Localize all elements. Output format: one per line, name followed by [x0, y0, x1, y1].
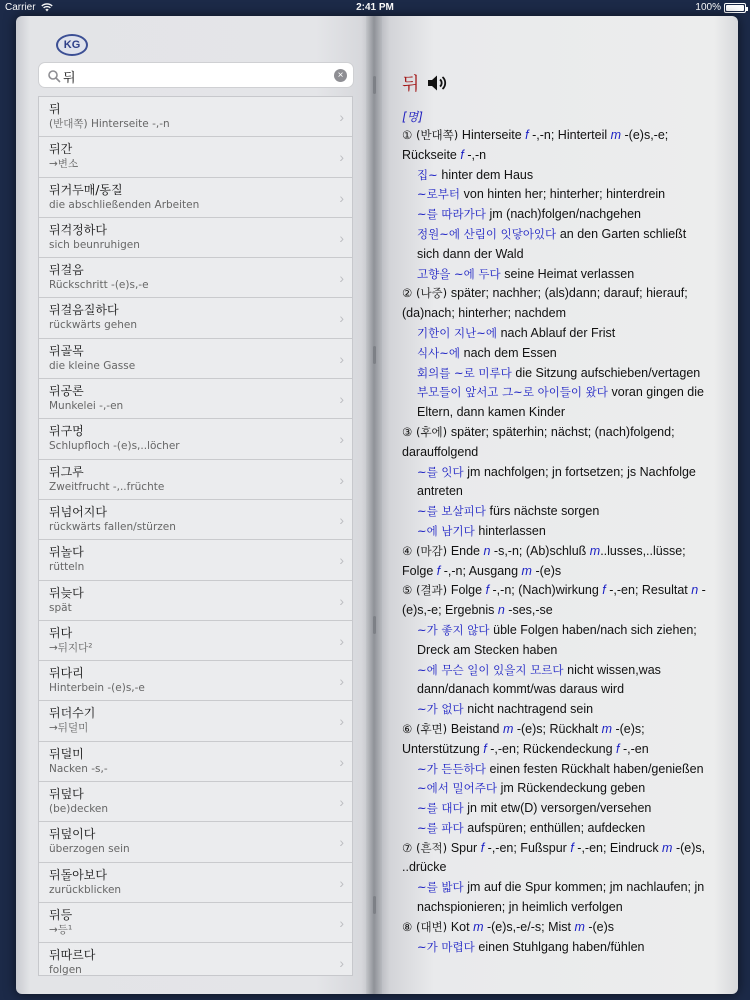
item-word: 뒤더수기	[49, 706, 96, 721]
example-line	[402, 185, 722, 205]
korean-phrase[interactable]: ~를 대다	[417, 801, 468, 816]
chevron-right-icon: ›	[339, 713, 344, 730]
definition-text: seine Heimat verlassen	[504, 266, 635, 281]
definition-text: jm Rückendeckung geben	[500, 781, 646, 796]
sense-line	[402, 562, 722, 582]
sense-line	[402, 918, 722, 938]
item-word: 뒤거두매/동질	[49, 182, 123, 197]
definition-text: jm (nach)folgen/nachgehen	[489, 207, 641, 222]
definition-text: -,-n; Hinterteil	[528, 128, 611, 142]
item-word: 뒤간	[49, 142, 73, 157]
korean-phrase[interactable]: 식사~에	[417, 345, 464, 360]
item-translation: →뒤덜미	[49, 722, 89, 735]
list-item[interactable]	[39, 419, 352, 459]
korean-phrase[interactable]: 고향을 ~에 두다	[417, 266, 505, 281]
list-item[interactable]	[39, 460, 352, 500]
korean-phrase[interactable]: 회의를 ~로 미루다	[417, 365, 516, 380]
item-word: 뒤다리	[49, 666, 84, 681]
item-word: 뒤따르다	[49, 948, 96, 963]
definition-text: -(e)s,-e/-s; Mist	[483, 919, 575, 934]
definition-text: Spur	[450, 840, 481, 855]
korean-phrase[interactable]: ~가 좋지 않다	[417, 622, 494, 637]
gender-marker: m	[502, 721, 514, 736]
clock: 2:41 PM	[356, 2, 394, 13]
search-input[interactable]	[63, 66, 323, 86]
clear-search-button[interactable]: ×	[334, 69, 347, 82]
definition-text: Rückseite	[402, 147, 461, 162]
definition-text: -,-n; (Nach)wirkung	[489, 583, 603, 598]
item-word: 뒤	[49, 102, 61, 116]
definition-text: üble Folgen haben/nach sich ziehen;	[493, 622, 697, 637]
example-line	[402, 463, 722, 483]
item-translation: Rückschritt -(e)s,-e	[49, 279, 149, 292]
list-item[interactable]	[39, 943, 352, 976]
item-word: 뒤넘어지다	[49, 504, 107, 519]
list-item[interactable]	[39, 339, 352, 379]
list-item[interactable]	[39, 137, 352, 177]
list-item[interactable]	[39, 298, 352, 338]
chevron-right-icon: ›	[339, 552, 344, 569]
list-item[interactable]	[39, 178, 352, 218]
definition-text: Folge	[450, 583, 486, 598]
example-line	[402, 661, 722, 681]
gender-marker: m	[610, 128, 622, 142]
item-word: 뒤덮이다	[49, 827, 96, 842]
gender-marker: n	[497, 603, 505, 618]
list-item[interactable]	[39, 863, 352, 903]
gender-marker: m	[574, 919, 585, 934]
example-line	[402, 265, 722, 285]
item-word: 뒤공론	[49, 384, 84, 399]
chevron-right-icon: ›	[339, 753, 344, 770]
definition-text: einen Stuhlgang haben/fühlen	[478, 939, 645, 954]
sense-number: ① (반대쪽)	[402, 128, 462, 142]
example-line	[402, 364, 722, 384]
definition-text: nachspionieren; jn heimlich verfolgen	[417, 900, 623, 915]
definition-text: -	[698, 583, 706, 598]
chevron-right-icon: ›	[339, 189, 344, 206]
definition-text: hinterlassen	[478, 523, 546, 538]
example-line	[402, 621, 722, 641]
sense-line	[402, 740, 722, 760]
chevron-right-icon: ›	[339, 270, 344, 287]
list-item[interactable]	[39, 903, 352, 943]
sense-line	[402, 304, 722, 324]
item-translation: Munkelei -,-en	[49, 400, 124, 413]
item-translation: →뒤지다²	[49, 641, 93, 654]
item-word: 뒤골목	[49, 343, 84, 358]
item-translation: rütteln	[49, 561, 85, 574]
list-item[interactable]	[39, 97, 352, 137]
gender-marker: f	[525, 128, 529, 142]
gender-marker: f	[480, 840, 485, 855]
chevron-right-icon: ›	[339, 310, 344, 327]
chevron-right-icon: ›	[339, 592, 344, 609]
sense-line	[402, 126, 722, 146]
sense-number: ⑧ (대변)	[402, 919, 451, 934]
item-translation: sich beunruhigen	[49, 238, 140, 251]
battery-percent: 100%	[695, 2, 721, 13]
item-translation: die abschließenden Arbeiten	[49, 198, 200, 211]
app-logo[interactable]: KG	[56, 34, 88, 56]
definition-text: sich dann der Wald	[417, 246, 524, 261]
gender-marker: f	[485, 583, 490, 598]
definition-text: -(e)s; Rückhalt	[513, 721, 602, 736]
item-translation: Nacken -s,-	[49, 762, 108, 775]
example-line	[402, 779, 722, 799]
gender-marker: m	[589, 543, 601, 558]
definition-text: ..lusses,..lüsse;	[600, 543, 686, 558]
sense-number: ② (나중)	[402, 286, 451, 301]
list-item[interactable]	[39, 621, 352, 661]
carrier-label: Carrier	[5, 2, 36, 13]
gender-marker: m	[601, 721, 612, 736]
item-translation: folgen	[49, 964, 82, 976]
list-item[interactable]	[39, 218, 352, 258]
chevron-right-icon: ›	[339, 794, 344, 811]
definition-text: Folge	[402, 563, 437, 578]
definition-text: dann/danach kommt/was daraus wird	[417, 682, 625, 697]
item-translation: (be)decken	[49, 803, 109, 816]
spine-ring	[373, 76, 376, 94]
chevron-right-icon: ›	[339, 229, 344, 246]
korean-phrase[interactable]: ~를 밟다	[417, 880, 468, 895]
korean-phrase[interactable]: 정원~에 산림이 잇닿아있다	[417, 226, 560, 241]
item-translation: die kleine Gasse	[49, 359, 136, 372]
gender-marker: m	[662, 840, 673, 855]
chevron-right-icon: ›	[339, 874, 344, 891]
item-translation: rückwärts gehen	[49, 319, 137, 332]
example-line	[402, 403, 722, 423]
chevron-right-icon: ›	[339, 955, 344, 972]
sense-line	[402, 858, 722, 878]
item-translation: Zweitfrucht -,..früchte	[49, 480, 165, 493]
list-item[interactable]	[39, 822, 352, 862]
definition-text: Eltern, dann kamen Kinder	[417, 405, 566, 420]
definition-text: Hinterseite	[461, 128, 526, 142]
definition-text: -(e)s,	[672, 840, 706, 855]
battery-icon	[724, 3, 746, 13]
battery-level	[726, 5, 744, 11]
example-line	[402, 760, 722, 780]
example-line	[402, 819, 722, 839]
item-translation: (반대쪽) Hinterseite -,-n	[49, 118, 170, 130]
result-list[interactable]	[38, 96, 353, 976]
example-line	[402, 938, 722, 958]
list-item[interactable]	[39, 742, 352, 782]
sense-line	[402, 423, 722, 443]
item-translation: zurückblicken	[49, 883, 122, 896]
item-word: 뒤구멍	[49, 424, 84, 439]
item-translation: rückwärts fallen/stürzen	[49, 520, 176, 533]
korean-phrase[interactable]: 부모들이 앞서고 그~로 아이들이 왔다	[417, 385, 612, 400]
example-line	[402, 502, 722, 522]
example-line	[402, 344, 722, 364]
search-bar[interactable]	[38, 62, 354, 88]
example-line	[402, 522, 722, 542]
chevron-right-icon: ›	[339, 673, 344, 690]
chevron-right-icon: ›	[339, 149, 344, 166]
gender-marker: f	[570, 840, 574, 855]
definition-text: Kot	[450, 919, 474, 934]
korean-phrase[interactable]: ~로부터	[417, 187, 464, 202]
definition-text: -,-en; Fußspur	[484, 840, 571, 855]
dictionary-book	[16, 16, 738, 994]
example-line	[402, 245, 722, 265]
list-item[interactable]	[39, 581, 352, 621]
sense-line	[402, 284, 722, 304]
example-line	[402, 205, 722, 225]
definition-text: -s,-n; (Ab)schluß	[490, 543, 590, 558]
item-word: 뒤등	[49, 907, 73, 922]
korean-phrase[interactable]: ~에 무슨 일이 있을지 모르다	[417, 662, 568, 677]
korean-phrase[interactable]: ~가 마렵다	[417, 939, 479, 954]
definition-text: -(e)s	[531, 563, 562, 578]
definition-text: später; nachher; (als)dann; darauf; hierauf;	[450, 286, 688, 301]
item-word: 뒤다	[49, 625, 73, 640]
gender-marker: f	[483, 741, 487, 756]
sense-line	[402, 839, 722, 859]
sense-line	[402, 542, 722, 562]
chevron-right-icon: ›	[339, 914, 344, 931]
definition-text: später; späterhin; nächst; (nach)folgend;	[450, 424, 675, 439]
example-line	[402, 482, 722, 502]
example-line	[402, 700, 722, 720]
definition-text: -,-n; Ausgang	[440, 563, 522, 578]
list-item[interactable]	[39, 661, 352, 701]
definition-text: nach Ablauf der Frist	[500, 325, 616, 340]
chevron-right-icon: ›	[339, 834, 344, 851]
book-spine	[366, 16, 382, 994]
item-translation: →변소	[49, 158, 79, 171]
item-word: 뒤그루	[49, 464, 84, 479]
chevron-right-icon: ›	[339, 431, 344, 448]
definition-text: -,-n	[463, 147, 487, 162]
definition-text: ..drücke	[402, 860, 447, 875]
definition-text: Dreck am Stecken haben	[417, 642, 558, 657]
spine-ring	[373, 346, 376, 364]
item-translation: spät	[49, 601, 72, 614]
sense-number: ③ (후에)	[402, 424, 451, 439]
definition-text: an den Garten schließt	[559, 226, 687, 241]
list-item[interactable]	[39, 379, 352, 419]
sense-number: ⑥ (후면)	[402, 721, 451, 736]
item-word: 뒤걸음	[49, 263, 84, 278]
definition-text: -(e)s,-e;	[621, 128, 669, 142]
list-item[interactable]	[39, 782, 352, 822]
example-line	[402, 641, 722, 661]
definition-text: (e)s,-e; Ergebnis	[402, 603, 498, 618]
chevron-right-icon: ›	[339, 471, 344, 488]
definition-text: -,-en; Resultat	[605, 583, 692, 598]
definition-text: -(e)s;	[612, 721, 645, 736]
gender-marker: f	[436, 563, 441, 578]
sense-number: ④ (마감)	[402, 543, 451, 558]
list-item[interactable]	[39, 701, 352, 741]
list-item[interactable]	[39, 258, 352, 298]
korean-phrase[interactable]: ~를 보살피다	[417, 504, 490, 519]
definition-text: nicht wissen,was	[567, 662, 661, 677]
item-word: 뒤걱정하다	[49, 222, 107, 237]
korean-phrase[interactable]: ~에 남기다	[417, 523, 479, 538]
chevron-right-icon: ›	[339, 109, 344, 125]
speaker-icon[interactable]	[427, 74, 447, 92]
definition-text: -(e)s	[584, 919, 615, 934]
chevron-right-icon: ›	[339, 350, 344, 367]
definition-text: von hinten her; hinterher; hinterdrein	[463, 187, 666, 202]
entry-header	[402, 70, 447, 96]
korean-phrase[interactable]: 집~	[417, 167, 442, 182]
sense-number: ⑦ (흔적)	[402, 840, 451, 855]
definition-text: jm nachfolgen; jn fortsetzen; js Nachfolge	[467, 464, 696, 479]
item-translation: Hinterbein -(e)s,-e	[49, 682, 145, 695]
search-icon	[47, 69, 61, 83]
item-word: 뒤걸음질하다	[49, 303, 119, 318]
gender-marker: n	[691, 583, 699, 598]
definition-text: -,-en; Rückendeckung	[486, 741, 617, 756]
status-bar	[0, 0, 750, 16]
sense-line	[402, 601, 722, 621]
definition-text: Unterstützung	[402, 741, 484, 756]
definition-text: Beistand	[450, 721, 503, 736]
definition-text: antreten	[417, 484, 463, 499]
list-item[interactable]	[39, 500, 352, 540]
status-right	[695, 2, 746, 13]
gender-marker: f	[460, 147, 464, 162]
korean-phrase[interactable]: 기한이 지난~에	[417, 325, 501, 340]
gender-marker: m	[473, 919, 484, 934]
gender-marker: n	[483, 543, 491, 558]
definition-text: voran gingen die	[611, 385, 704, 400]
korean-phrase[interactable]: ~를 따라가다	[417, 207, 490, 222]
sense-line	[402, 443, 722, 463]
entry-headword: 뒤	[402, 74, 420, 95]
definition-text: (da)nach; hinterher; nachdem	[402, 306, 566, 321]
definition-text: hinter dem Haus	[441, 167, 534, 182]
definition-text: einen festen Rückhalt haben/genießen	[489, 761, 704, 776]
example-line	[402, 799, 722, 819]
example-line	[402, 898, 722, 918]
item-word: 뒤덮다	[49, 787, 84, 802]
definition-text: nach dem Essen	[463, 345, 557, 360]
entry-definition	[402, 126, 722, 957]
spine-ring	[373, 616, 376, 634]
item-translation: überzogen sein	[49, 843, 130, 856]
example-line	[402, 166, 722, 186]
korean-phrase[interactable]: ~에서 밀어주다	[417, 781, 501, 796]
spine-ring	[373, 896, 376, 914]
definition-text: jm auf die Spur kommen; jm nachlaufen; jn	[467, 880, 705, 895]
item-translation: →등¹	[49, 923, 73, 936]
list-item[interactable]	[39, 540, 352, 580]
sense-line	[402, 146, 722, 166]
korean-phrase[interactable]: ~를 잇다	[417, 464, 468, 479]
sense-line	[402, 581, 722, 601]
chevron-right-icon: ›	[339, 511, 344, 528]
sense-number: ⑤ (결과)	[402, 583, 451, 598]
definition-text: darauffolgend	[402, 444, 479, 459]
definition-text: -ses,-se	[504, 603, 553, 618]
korean-phrase[interactable]: ~가 든든하다	[417, 761, 490, 776]
definition-text: die Sitzung aufschieben/vertagen	[515, 365, 701, 380]
item-word: 뒤덜미	[49, 746, 84, 761]
item-word: 뒤놀다	[49, 545, 84, 560]
example-line	[402, 383, 722, 403]
definition-text: jn mit etw(D) versorgen/versehen	[467, 801, 652, 816]
example-line	[402, 324, 722, 344]
item-word: 뒤늦다	[49, 585, 84, 600]
item-translation: Schlupfloch -(e)s,..löcher	[49, 440, 180, 453]
sense-line	[402, 720, 722, 740]
definition-text: -,-en; Eindruck	[573, 840, 663, 855]
gender-marker: m	[521, 563, 532, 578]
item-word: 뒤돌아보다	[49, 867, 107, 882]
definition-text: -,-en	[619, 741, 649, 756]
chevron-right-icon: ›	[339, 391, 344, 408]
chevron-right-icon: ›	[339, 632, 344, 649]
korean-phrase[interactable]: ~를 파다	[417, 820, 468, 835]
part-of-speech: [명]	[402, 110, 423, 124]
korean-phrase[interactable]: ~가 없다	[417, 702, 468, 717]
definition-text: aufspüren; enthüllen; aufdecken	[467, 820, 646, 835]
example-line	[402, 225, 722, 245]
definition-text: nicht nachtragend sein	[467, 702, 594, 717]
gender-marker: f	[616, 741, 620, 756]
definition-text: Ende	[450, 543, 484, 558]
definition-text: fürs nächste sorgen	[489, 504, 600, 519]
gender-marker: f	[602, 583, 606, 598]
example-line	[402, 878, 722, 898]
example-line	[402, 680, 722, 700]
